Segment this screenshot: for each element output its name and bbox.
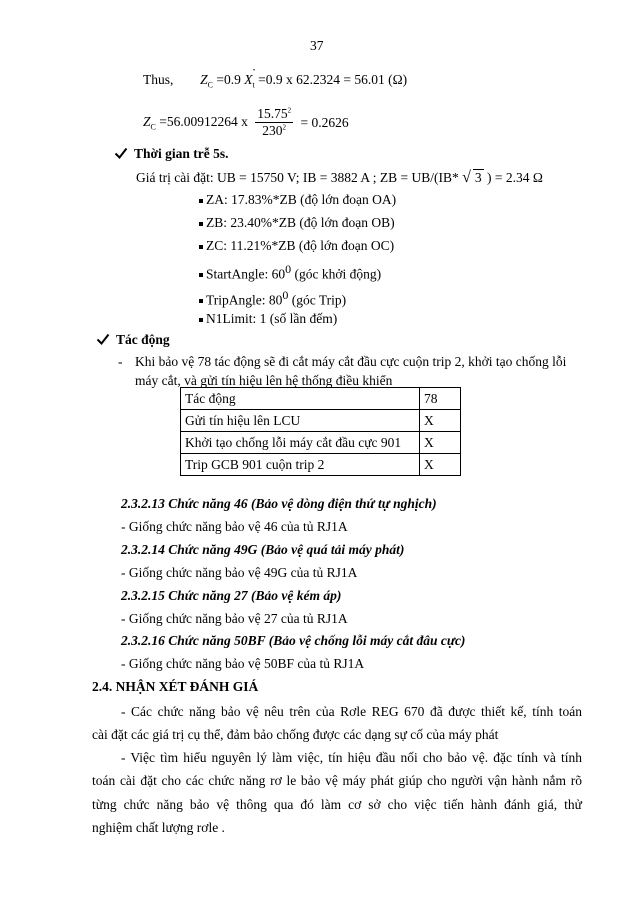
checkmark-icon: [96, 332, 110, 346]
table-row: [181, 432, 461, 454]
trip-angle-sup: 0: [282, 288, 289, 302]
thus-lead: Thus,: [143, 72, 174, 87]
square-bullet-icon: [199, 199, 203, 203]
thus-eq2: =0.9 x 62.2324 = 56.01 (Ω): [258, 72, 408, 87]
action-dash: -: [118, 354, 123, 369]
square-bullet-icon: [199, 318, 203, 322]
table-cell: Gửi tín hiệu lên LCU: [181, 410, 420, 432]
square-bullet-icon: [199, 222, 203, 226]
bullet-zc: [199, 238, 394, 254]
zc2-subscript: C: [150, 122, 156, 132]
subsection-title: 2.3.2.16 Chức năng 50BF (Bảo vệ chống lỗi máy cắt đâu cực): [121, 633, 466, 648]
table-row: [181, 410, 461, 432]
paragraph-line: - Việc tìm hiểu nguyên lý làm việc, tín hiệu đầu nối cho bảo vệ. đặc tính và tính: [121, 750, 582, 765]
paragraph-line: từng chức năng bảo vệ thông qua đó làm cơ sở cho việc tiến hành đánh giá, thử: [92, 797, 582, 812]
denominator-exp: 2: [282, 123, 287, 132]
fraction-denominator: 230: [262, 123, 283, 138]
thus-eq1: =0.9: [216, 72, 241, 87]
table-row: [181, 388, 461, 410]
section-delay-title: [114, 146, 228, 162]
subsection-body: - Giống chức năng bảo vệ 27 của tủ RJ1A: [121, 611, 348, 626]
square-bullet-icon: [199, 245, 203, 249]
square-bullet-icon: [199, 273, 203, 277]
page-number: 37: [310, 38, 324, 53]
n1limit-text: N1Limit: 1 (số lần đếm): [206, 311, 338, 326]
section-heading: 2.4. NHẬN XÉT ĐÁNH GIÁ: [92, 679, 259, 694]
fraction: [255, 106, 293, 139]
table-cell: Tác động: [181, 388, 420, 410]
trip-angle-tail: (góc Trip): [288, 292, 347, 308]
sqrt-value: 3: [474, 170, 482, 185]
zc-subscript: C: [207, 80, 213, 90]
paragraph-line: nghiệm chất lượng rơle .: [92, 820, 225, 835]
setting-text: Giá trị cài đặt: UB = 15750 V; IB = 3882 A ; ZB = UB/(IB*: [136, 170, 459, 185]
bullet-text: ZB: 23.40%*ZB (độ lớn đoạn OB): [206, 215, 395, 230]
thus-formula: [143, 68, 408, 90]
table-cell: 78: [420, 388, 461, 410]
paragraph-line: - Các chức năng bảo vệ nêu trên của Rơle REG 670 đã được thiết kế, tính toán: [121, 704, 582, 719]
table-cell: Khởi tạo chống lỗi máy cắt đầu cực 901: [181, 432, 420, 454]
numerator-exp: 2: [287, 106, 292, 115]
zc2-symbol: Z: [143, 113, 151, 129]
subsection-title: 2.3.2.14 Chức năng 49G (Bảo vệ quá tải máy phát): [121, 542, 405, 557]
fraction-numerator: 15.75: [257, 106, 288, 121]
xt-symbol: X: [244, 72, 253, 87]
section-action-title: [96, 332, 170, 348]
checkmark-icon: [114, 146, 128, 160]
subsection-body: - Giống chức năng bảo vệ 50BF của tủ RJ1A: [121, 656, 365, 671]
zc2-eq: =56.00912264 x: [159, 113, 248, 129]
zc-formula: [143, 106, 349, 136]
bullet-za: [199, 192, 396, 208]
start-angle-tail: (góc khởi động): [291, 266, 382, 282]
bullet-text: ZA: 17.83%*ZB (độ lớn đoạn OA): [206, 192, 397, 207]
table-cell: X: [420, 454, 461, 476]
subsection-body: - Giống chức năng bảo vệ 46 của tủ RJ1A: [121, 519, 348, 534]
table-cell: X: [420, 432, 461, 454]
subsection-title: 2.3.2.15 Chức năng 27 (Bảo vệ kém áp): [121, 588, 342, 603]
bullet-trip-angle: [199, 288, 346, 309]
square-bullet-icon: [199, 299, 203, 303]
zc-symbol: Z: [200, 72, 208, 87]
delay-title-text: Thời gian trễ 5s.: [134, 146, 229, 161]
table-cell: Trip GCB 901 cuộn trip 2: [181, 454, 420, 476]
bullet-text: ZC: 11.21%*ZB (độ lớn đoạn OC): [206, 238, 395, 253]
zc2-result: = 0.2626: [300, 114, 349, 130]
bullet-start-angle: [199, 262, 381, 283]
paragraph-line: cài đặt các giá trị cụ thể, đảm bảo chống được các dạng sự cố của máy phát: [92, 727, 499, 742]
table-cell: X: [420, 410, 461, 432]
trip-angle-label: TripAngle: 80: [206, 292, 283, 308]
table-row: [181, 454, 461, 476]
xt-subscript: t: [252, 80, 255, 90]
action-line-2: máy cắt, và gửi tín hiệu lên hệ thống điều khiển: [135, 373, 393, 388]
action-title-text: Tác động: [116, 332, 170, 347]
setting-line: Giá trị cài đặt: UB = 15750 V; IB = 3882 A ; ZB = UB/(IB* √ 3 ) = 2.34 Ω: [136, 169, 543, 186]
paragraph-line: toán cài đặt cho các chức năng rơ le bảo vệ máy phát giúp cho người vận hành nắm rõ: [92, 773, 582, 788]
start-angle-sup: 0: [285, 262, 292, 276]
action-line-1: Khi bảo vệ 78 tác động sẽ đi cắt máy cắt đầu cực cuộn trip 2, khởi tạo chống lỗi: [135, 354, 567, 369]
subsection-title: 2.3.2.13 Chức năng 46 (Bảo vệ dòng điện thứ tự nghịch): [121, 496, 437, 511]
xt-sup: ": [252, 68, 256, 76]
setting-tail: ) = 2.34 Ω: [486, 170, 543, 185]
start-angle-label: StartAngle: 60: [206, 266, 286, 282]
subsection-body: - Giống chức năng bảo vệ 49G của tủ RJ1A: [121, 565, 358, 580]
bullet-n1limit: [199, 311, 337, 327]
bullet-zb: [199, 215, 395, 231]
action-table: [180, 387, 461, 476]
